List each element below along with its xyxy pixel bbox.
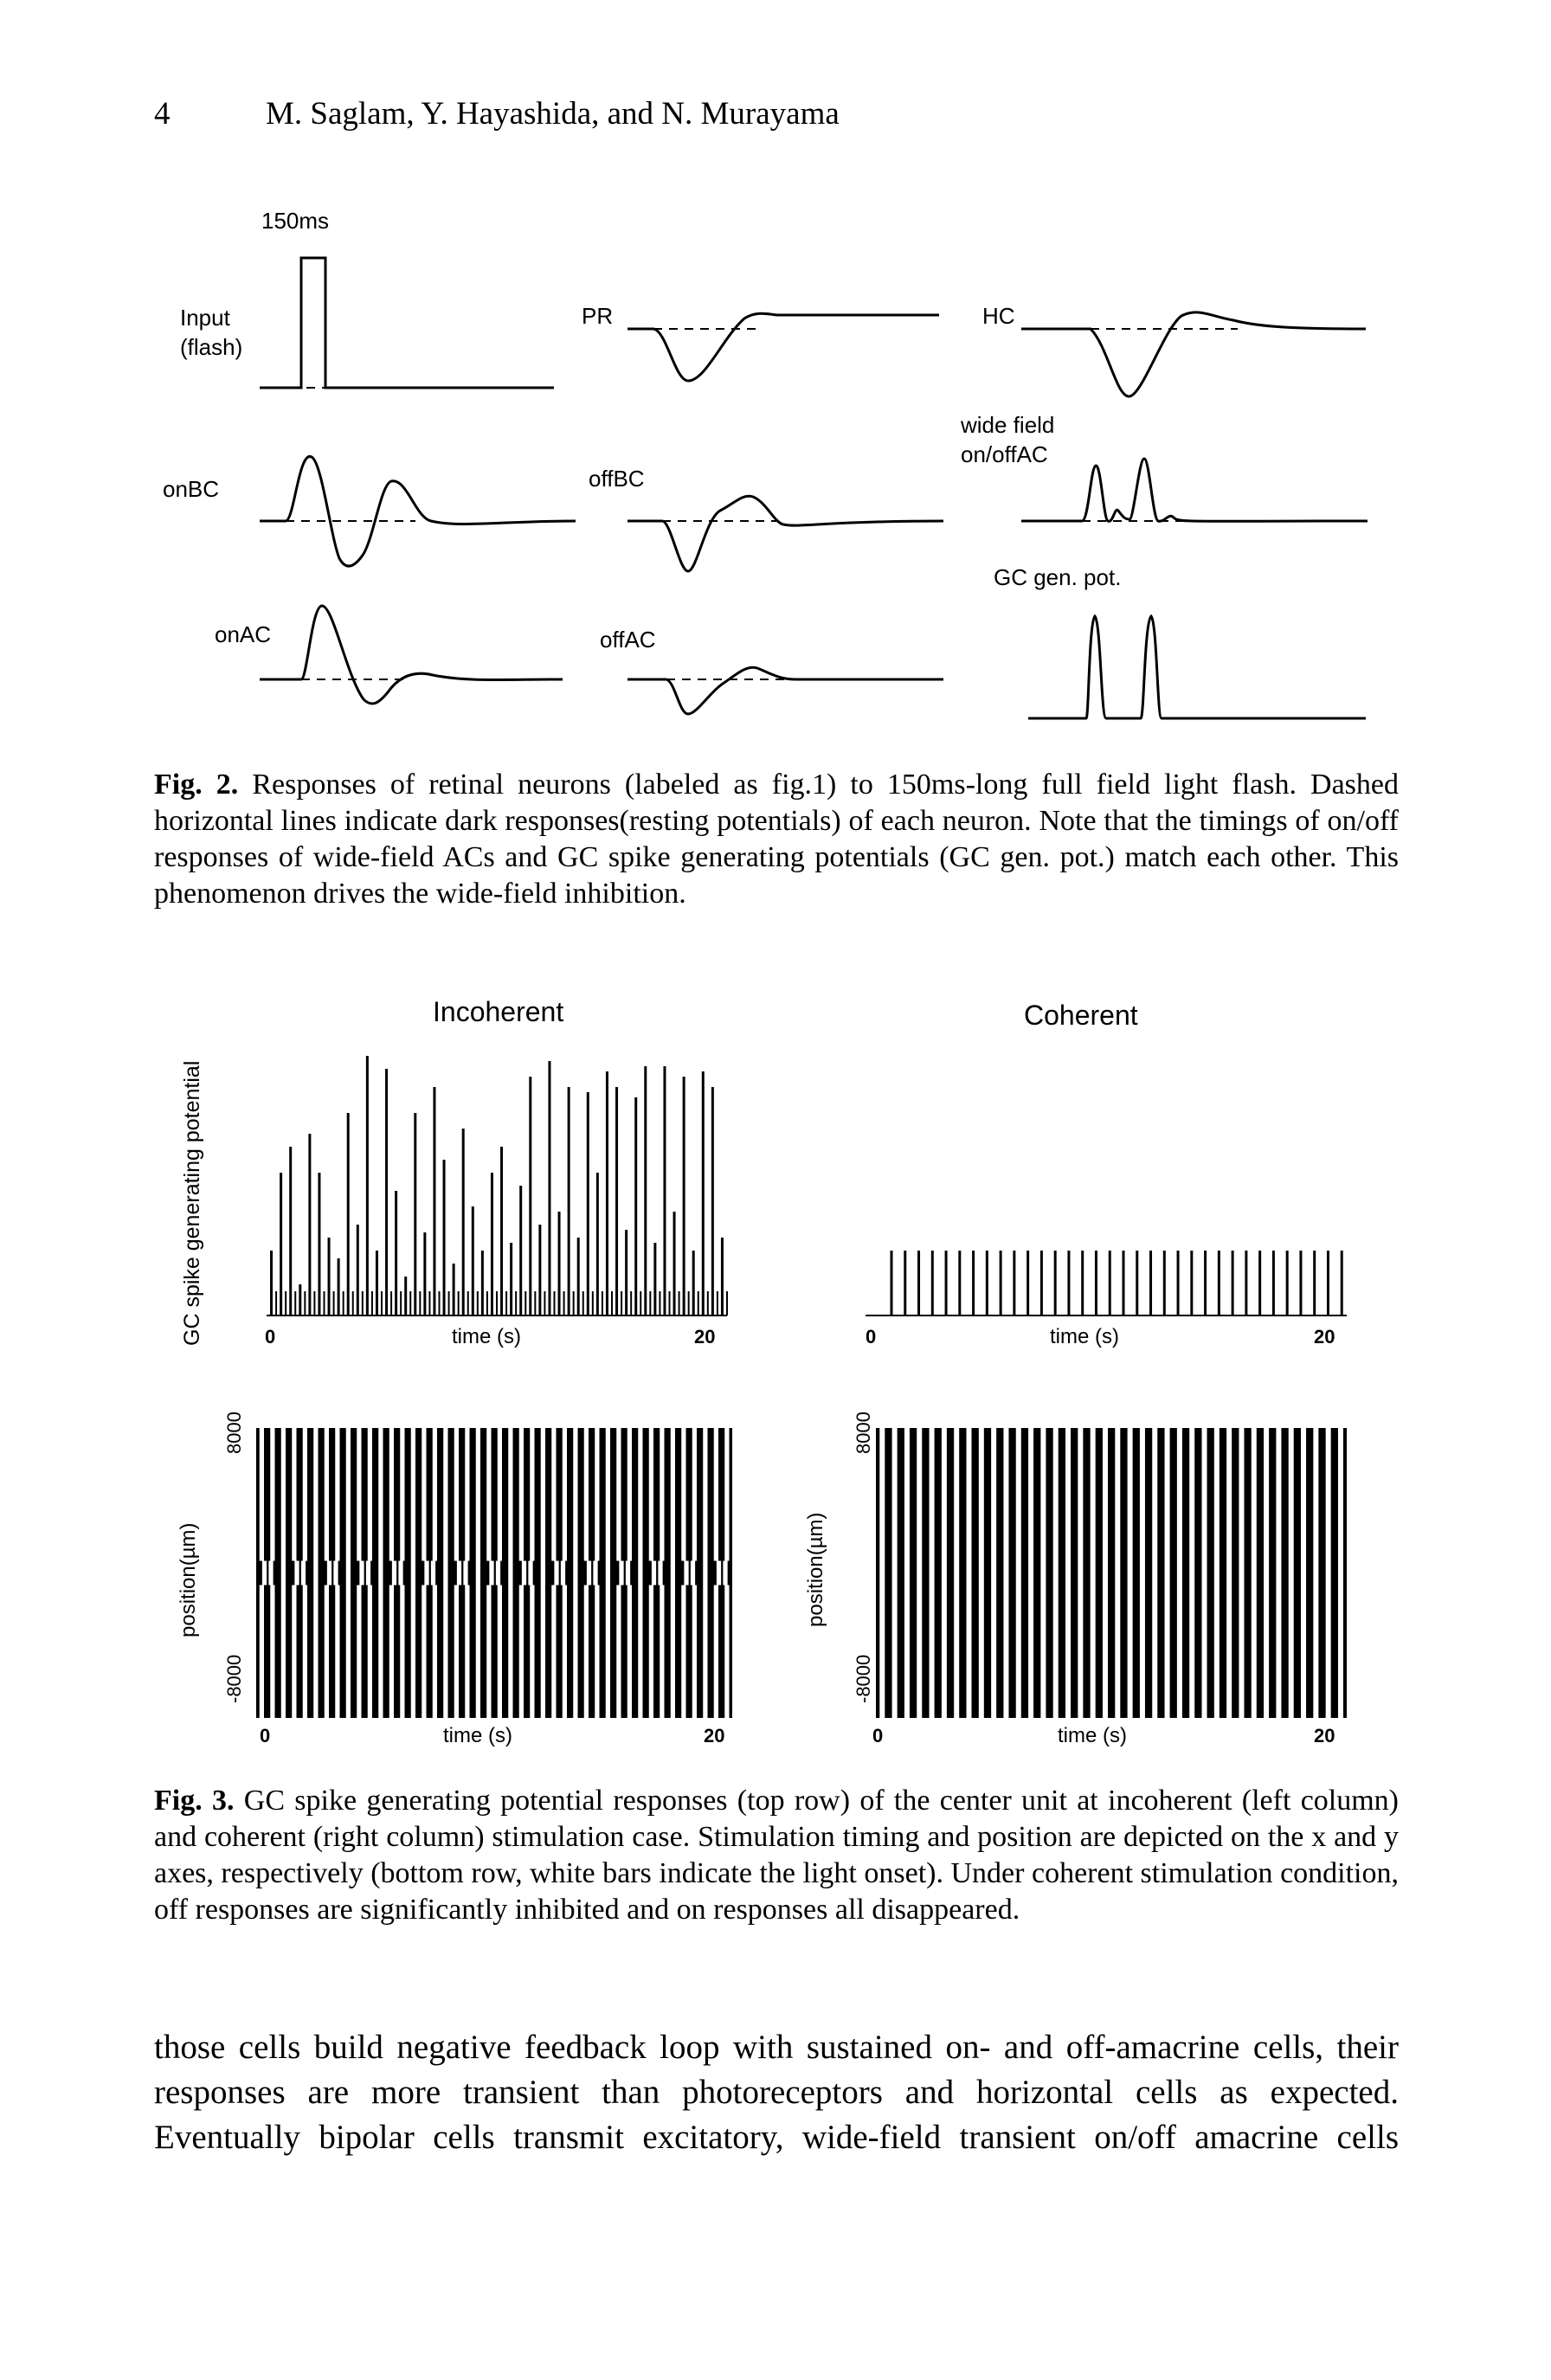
stimulus-bar (260, 1586, 264, 1719)
stimulus-bar (1053, 1428, 1059, 1718)
running-authors: M. Saglam, Y. Hayashida, and N. Murayama (266, 96, 840, 132)
offbc-trace (627, 496, 943, 571)
stimulus-bar (627, 1428, 632, 1561)
stimulus-bar (904, 1428, 910, 1718)
stimulus-bar-center (703, 1561, 707, 1586)
stimulus-bar (433, 1428, 437, 1561)
stimulus-bar (584, 1586, 589, 1719)
label-input: Input (180, 305, 230, 331)
stimulus-bar (346, 1586, 351, 1719)
stimulus-bar-center (723, 1561, 727, 1586)
stimulus-bar-center (301, 1561, 306, 1586)
stimulus-bar-center (658, 1561, 662, 1586)
stimulus-bar-center (378, 1561, 383, 1586)
stimulus-bar-center (606, 1561, 610, 1586)
fig3-ylabel-top: GC spike generating potential (180, 1060, 204, 1346)
stimulus-bar (703, 1586, 707, 1719)
stimulus-bar (530, 1586, 534, 1719)
figure-2 (0, 0, 1551, 744)
stimulus-bar (368, 1428, 372, 1561)
stimulus-bar-center (508, 1561, 512, 1586)
stimulus-bar (476, 1428, 480, 1561)
fig3-caption-label: Fig. 3. (154, 1785, 235, 1817)
stimulus-bar (692, 1428, 697, 1561)
stimulus-bar (1103, 1428, 1108, 1718)
stimulus-bar (660, 1586, 664, 1719)
body-line: those cells build negative feedback loop with sustained on- and off-amacrine cells, their (154, 2029, 1399, 2066)
label-offbc: offBC (589, 466, 645, 492)
stimulus-bar (606, 1586, 610, 1719)
br-y-top: 8000 (853, 1412, 874, 1454)
stimulus-bar-center (573, 1561, 577, 1586)
bl-y-bottom: -8000 (223, 1654, 245, 1703)
stimulus-bar (703, 1428, 707, 1561)
stimulus-bar (573, 1428, 577, 1561)
stimulus-bar (1289, 1428, 1294, 1718)
stimulus-bar-center (652, 1561, 656, 1586)
stimulus-bar-center (268, 1561, 273, 1586)
stimulus-bar (584, 1428, 589, 1561)
stimulus-bar (443, 1428, 447, 1561)
tr-x-start: 0 (866, 1326, 877, 1348)
input-trace (260, 258, 554, 388)
stimulus-bar (541, 1586, 545, 1719)
stimulus-bar (649, 1586, 653, 1719)
stimulus-bar (498, 1586, 502, 1719)
br-xlabel: time (s) (1058, 1724, 1127, 1747)
stimulus-bar (378, 1586, 383, 1719)
stimulus-bar (378, 1428, 383, 1561)
stimulus-bar (917, 1428, 922, 1718)
stimulus-bar (443, 1586, 447, 1719)
offac-trace (627, 667, 943, 714)
stimulus-bar (389, 1586, 394, 1719)
stimulus-bar (681, 1428, 685, 1561)
fig3-caption-text: GC spike generating potential responses (top row) of the center unit at incoherent (left (243, 1785, 1291, 1817)
stimulus-bar (486, 1428, 491, 1561)
stimulus-bar-center (281, 1561, 286, 1586)
coherent-stimulus-raster (876, 1428, 1347, 1718)
stimulus-bar (313, 1586, 318, 1719)
label-onbc: onBC (163, 476, 220, 502)
incoherent-stimulus-raster (256, 1428, 732, 1718)
stimulus-bar (476, 1586, 480, 1719)
stimulus-bar-center (313, 1561, 318, 1586)
stimulus-bar (519, 1428, 524, 1561)
stimulus-bar (671, 1586, 675, 1719)
stimulus-bar (368, 1586, 372, 1719)
hc-trace (1021, 312, 1366, 396)
br-ylabel: position(µm) (804, 1512, 827, 1627)
body-paragraph (154, 2025, 1399, 2160)
stimulus-bar (1338, 1428, 1343, 1718)
stimulus-bar (281, 1428, 286, 1561)
stimulus-bar (346, 1428, 351, 1561)
label-widefield: wide field (961, 412, 1055, 438)
stimulus-bar (681, 1586, 685, 1719)
stimulus-bar-center (554, 1561, 558, 1586)
stimulus-bar (335, 1428, 339, 1561)
stimulus-bar (1226, 1428, 1232, 1718)
stimulus-bar-center (327, 1561, 331, 1586)
stimulus-bar-center (587, 1561, 591, 1586)
label-gc: GC gen. pot. (994, 564, 1122, 590)
stimulus-bar (616, 1428, 621, 1561)
onac-trace (260, 606, 563, 704)
label-onac: onAC (215, 621, 272, 647)
stimulus-bar-center (561, 1561, 565, 1586)
stimulus-bar (892, 1428, 898, 1718)
stimulus-bar (260, 1428, 264, 1561)
stimulus-bar (627, 1586, 632, 1719)
stimulus-bar (508, 1428, 512, 1561)
br-x-end: 20 (1314, 1725, 1335, 1746)
stimulus-bar (616, 1586, 621, 1719)
bl-ylabel: position(µm) (177, 1522, 200, 1637)
widefield-trace (1021, 459, 1368, 521)
fig2-caption-text: Responses of retinal neurons (labeled as fig.1) to 150ms-long full field light flash. (252, 769, 1297, 801)
stimulus-bar (1313, 1428, 1318, 1718)
stimulus-bar (1239, 1428, 1244, 1718)
stimulus-bar (1016, 1428, 1021, 1718)
label-widefield-sub: on/offAC (961, 441, 1048, 467)
fig3-caption (154, 1783, 1399, 1928)
page-number: 4 (154, 96, 171, 132)
stimulus-bar-center (684, 1561, 688, 1586)
stimulus-bar (465, 1586, 469, 1719)
stimulus-bar-center (476, 1561, 480, 1586)
stimulus-bar (270, 1586, 274, 1719)
stimulus-bar (465, 1428, 469, 1561)
stimulus-bar (1028, 1428, 1033, 1718)
stimulus-bar (1252, 1428, 1257, 1718)
stimulus-bar (303, 1428, 307, 1561)
stimulus-bar (1202, 1428, 1207, 1718)
fig3-title-incoherent: Incoherent (433, 996, 564, 1027)
stimulus-bar-center (671, 1561, 675, 1586)
stimulus-bar (270, 1428, 274, 1561)
tr-xlabel: time (s) (1050, 1325, 1119, 1348)
tl-xlabel: time (s) (452, 1325, 521, 1348)
stimulus-bar (433, 1586, 437, 1719)
stimulus-bar (1003, 1428, 1008, 1718)
coherent-spike-train (866, 1251, 1347, 1315)
stimulus-bar (422, 1428, 426, 1561)
stimulus-bar (541, 1428, 545, 1561)
fig3-title-coherent: Coherent (1024, 1000, 1138, 1031)
stimulus-bar (389, 1428, 394, 1561)
gc-trace (1028, 616, 1366, 718)
stimulus-bar (551, 1428, 556, 1561)
stimulus-bar-center (366, 1561, 370, 1586)
stimulus-bar (486, 1586, 491, 1719)
stimulus-bar (530, 1428, 534, 1561)
stimulus-bar (411, 1586, 415, 1719)
stimulus-bar-center (541, 1561, 545, 1586)
fig2-caption-text: Dashed horizontal lines indicate dark responses(resting potentials) of each neuron. Note that the (154, 769, 1399, 837)
stimulus-bar (595, 1586, 599, 1719)
stimulus-bar-center (619, 1561, 623, 1586)
fig3-caption-text: column) and coherent (right column) stimulation case. Stimulation timing and position are (154, 1785, 1400, 1853)
stimulus-bar-center (346, 1561, 351, 1586)
bl-x-start: 0 (260, 1725, 271, 1746)
incoherent-spike-train (267, 1056, 727, 1315)
stimulus-bar (281, 1586, 286, 1719)
stimulus-bar-center (392, 1561, 396, 1586)
stimulus-bar (422, 1586, 426, 1719)
pr-trace (627, 313, 939, 381)
bl-x-end: 20 (704, 1725, 725, 1746)
stimulus-bar-center (638, 1561, 642, 1586)
stimulus-bar-center (333, 1561, 338, 1586)
stimulus-bar (563, 1586, 567, 1719)
stimulus-bar-center (717, 1561, 721, 1586)
fig2-caption-label: Fig. 2. (154, 769, 239, 801)
stimulus-bar (638, 1586, 642, 1719)
stimulus-bar (692, 1586, 697, 1719)
stimulus-bar (292, 1428, 296, 1561)
stimulus-bar (357, 1586, 361, 1719)
fig2-caption-text: timings of on/off responses of wide-field ACs and GC spike generating potentials (GC gen. (154, 805, 1400, 873)
stimulus-bar (942, 1428, 947, 1718)
fig3-caption-text: all disappeared. (834, 1894, 1020, 1926)
onbc-trace (260, 456, 576, 566)
stimulus-bar (1140, 1428, 1145, 1718)
stimulus-bar-center (522, 1561, 526, 1586)
stimulus-bar (508, 1586, 512, 1719)
stimulus-bar (1040, 1428, 1046, 1718)
stimulus-bar-center (294, 1561, 299, 1586)
stimulus-bar (357, 1428, 361, 1561)
stimulus-bar (1189, 1428, 1194, 1718)
stimulus-bar (724, 1428, 729, 1561)
stimulus-bar (519, 1586, 524, 1719)
stimulus-bar (573, 1586, 577, 1719)
stimulus-bar-center (528, 1561, 532, 1586)
label-hc: HC (982, 303, 1015, 329)
label-pr: PR (582, 303, 614, 329)
stimulus-bar-center (443, 1561, 447, 1586)
stimulus-bar (400, 1428, 404, 1561)
stimulus-bar (714, 1586, 718, 1719)
stimulus-bar (1177, 1428, 1182, 1718)
bl-xlabel: time (s) (443, 1724, 512, 1747)
stimulus-bar (1165, 1428, 1170, 1718)
stimulus-bar (1326, 1428, 1331, 1718)
bl-y-top: 8000 (223, 1412, 245, 1454)
fig2-caption-text: pot.) match each other. This phenomenon drives the wide-field inhibition. (154, 841, 1400, 910)
stimulus-bar-center (359, 1561, 364, 1586)
stimulus-bar (930, 1428, 935, 1718)
stimulus-bar-center (431, 1561, 435, 1586)
stimulus-bar (954, 1428, 959, 1718)
stimulus-bar (967, 1428, 972, 1718)
duration-label: 150ms (261, 208, 330, 234)
stimulus-bar (454, 1586, 459, 1719)
stimulus-bar (498, 1428, 502, 1561)
body-line: responses are more transient than photoreceptors and horizontal cells as expected. (154, 2074, 1399, 2111)
stimulus-bar (638, 1428, 642, 1561)
stimulus-bar (1078, 1428, 1083, 1718)
stimulus-bar (303, 1586, 307, 1719)
stimulus-bar (1214, 1428, 1220, 1718)
stimulus-bar (400, 1586, 404, 1719)
stimulus-bar (724, 1586, 729, 1719)
br-y-bottom: -8000 (853, 1654, 874, 1703)
stimulus-bar (991, 1428, 996, 1718)
stimulus-bar (325, 1428, 329, 1561)
stimulus-bar (1065, 1428, 1071, 1718)
stimulus-bar (649, 1428, 653, 1561)
stimulus-bar (979, 1428, 984, 1718)
stimulus-bar (595, 1428, 599, 1561)
stimulus-bar (1301, 1428, 1306, 1718)
stimulus-bar-center (593, 1561, 597, 1586)
body-line: Eventually bipolar cells transmit excitatory, wide-field transient on/off amacrine cells (154, 2119, 1399, 2156)
stimulus-bar (292, 1586, 296, 1719)
stimulus-bar (335, 1586, 339, 1719)
stimulus-bar (1091, 1428, 1096, 1718)
figure-3 (0, 952, 1551, 1766)
stimulus-bar-center (262, 1561, 267, 1586)
stimulus-bar (1115, 1428, 1120, 1718)
stimulus-bar-center (457, 1561, 461, 1586)
stimulus-bar (325, 1586, 329, 1719)
stimulus-bar (454, 1428, 459, 1561)
tl-x-end: 20 (694, 1326, 716, 1348)
stimulus-bar-center (496, 1561, 500, 1586)
label-offac: offAC (600, 627, 656, 653)
stimulus-bar (551, 1586, 556, 1719)
stimulus-bar (606, 1428, 610, 1561)
stimulus-bar (1152, 1428, 1157, 1718)
stimulus-bar-center (424, 1561, 428, 1586)
fig3-caption-text: Under coherent stimulation condition, off responses are significantly inhibited and on responses (154, 1857, 1400, 1926)
stimulus-bar-center (398, 1561, 402, 1586)
stimulus-bar (879, 1428, 885, 1718)
stimulus-bar-center (463, 1561, 467, 1586)
label-input-sub: (flash) (180, 334, 243, 360)
stimulus-bar (671, 1428, 675, 1561)
tr-x-end: 20 (1314, 1326, 1335, 1348)
stimulus-bar (660, 1428, 664, 1561)
stimulus-bar (1128, 1428, 1133, 1718)
stimulus-bar (313, 1428, 318, 1561)
stimulus-bar (714, 1428, 718, 1561)
tl-x-start: 0 (265, 1326, 276, 1348)
stimulus-bar-center (411, 1561, 415, 1586)
br-x-start: 0 (872, 1725, 884, 1746)
stimulus-bar-center (626, 1561, 630, 1586)
stimulus-bar (411, 1428, 415, 1561)
stimulus-bar-center (489, 1561, 493, 1586)
fig2-caption (154, 767, 1399, 912)
stimulus-bar (1264, 1428, 1269, 1718)
fig3-caption-text: depicted on the x and y axes, respectively (bottom row, white bars indicate the light onset). (154, 1821, 1400, 1889)
stimulus-bar (1276, 1428, 1281, 1718)
stimulus-bar-center (691, 1561, 695, 1586)
stimulus-bar (563, 1428, 567, 1561)
